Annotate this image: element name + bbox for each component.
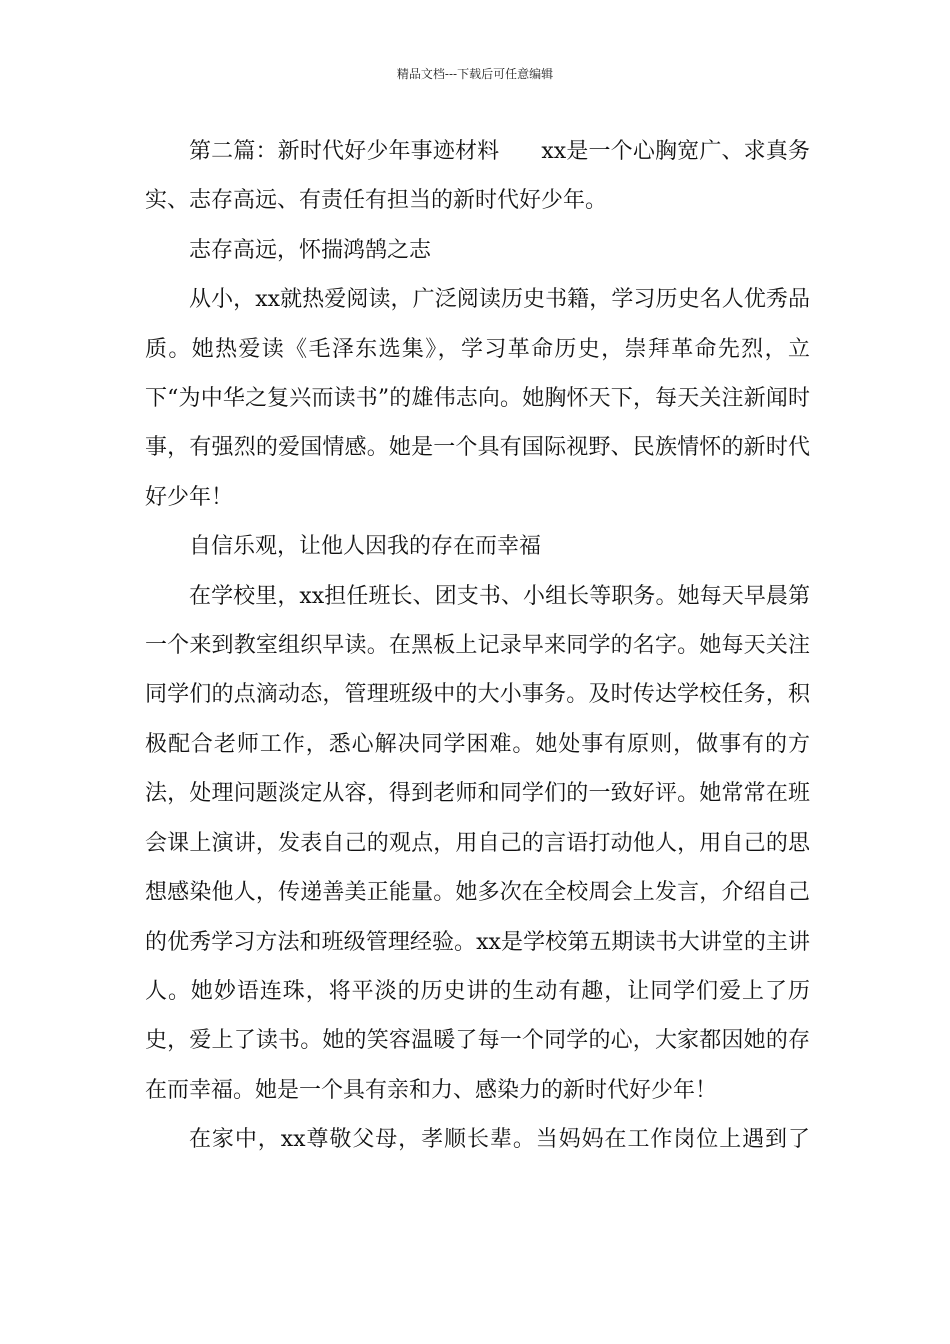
- section-heading-ambition: 志存高远，怀揣鸿鹄之志: [189, 237, 432, 263]
- section-heading-confidence: 自信乐观，让他人因我的存在而幸福: [189, 534, 542, 560]
- intro-paragraph: [145, 127, 810, 226]
- article-title: 第二篇：新时代好少年事迹材料: [189, 139, 500, 164]
- page-header: 精品文档---下载后可任意编辑: [396, 67, 554, 81]
- document-body: [145, 127, 810, 1165]
- paragraph-school: 在学校里，xx担任班长、团支书、小组长等职务。她每天早晨第一个来到教室组织早读。在黑板上记录早来同学的名字。她每天关注同学们的点滴动态，管理班级中的大小事务。及时传达学校任务，积极配合老师工作，悉心解决同学困难。她处事有原则，做事有的方法，处理问题淡定从容，得到老师和同学们的一致好评。她常常在班会课上演讲，发表自己的观点，用自己的言语打动他人，用自己的思想感染他人，传递善美正能量。她多次在全校周会上发言，介绍自己的优秀学习方法和班级管理经验。xx是学校第五期读书大讲堂的主讲人。她妙语连珠，将平淡的历史讲的生动有趣，让同学们爱上了历史，爱上了读书。她的笑容温暖了每一个同学的心，大家都因她的存在而幸福。她是一个具有亲和力、感染力的新时代好少年！: [145, 583, 810, 1103]
- intro-text: xx是一个心胸宽广、求真务实、志存高远、有责任有担当的新时代好少年。: [145, 139, 810, 214]
- paragraph-ambition: 从小，xx就热爱阅读，广泛阅读历史书籍，学习历史名人优秀品质。她热爱读《毛泽东选集》，学习革命历史，崇拜革命先烈，立下“为中华之复兴而读书”的雄伟志向。她胸怀天下，每天关注新闻时事，有强烈的爱国情感。她是一个具有国际视野、民族情怀的新时代好少年！: [145, 287, 810, 510]
- paragraph-family: 在家中，xx尊敬父母，孝顺长辈。当妈妈在工作岗位上遇到了: [189, 1127, 810, 1153]
